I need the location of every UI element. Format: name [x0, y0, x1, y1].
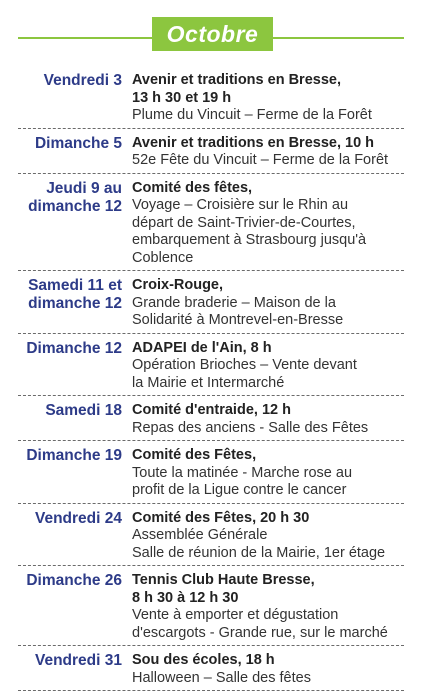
event-date-line: dimanche 12	[28, 295, 122, 312]
event-details	[132, 180, 404, 268]
event-organizer: Avenir et traditions en Bresse,	[132, 72, 341, 88]
event-row	[18, 396, 404, 441]
event-description: départ de Saint-Trivier-de-Courtes,	[132, 214, 356, 231]
event-organizer: Croix-Rouge,	[132, 277, 224, 293]
event-row	[18, 504, 404, 567]
events-list	[18, 66, 404, 691]
event-details	[132, 135, 404, 170]
event-date-line: Dimanche 19	[26, 447, 122, 464]
event-organizer: ADAPEI de l'Ain, 8 h	[132, 339, 272, 356]
event-date-line: Vendredi 31	[34, 652, 122, 669]
event-date	[18, 340, 132, 393]
month-title: Octobre	[152, 17, 273, 51]
event-description: Toute la matinée - Marche rose au	[132, 464, 353, 481]
event-date-line: Samedi 11 et	[28, 277, 122, 294]
event-organizer: Comité d'entraide, 12 h	[132, 402, 291, 418]
event-date	[18, 277, 132, 330]
event-details	[132, 510, 404, 563]
event-description: profit de la Ligue contre le cancer	[132, 482, 347, 498]
event-organizer: Sou des écoles, 18 h	[132, 652, 275, 668]
event-details	[132, 277, 404, 330]
event-description: d'escargots - Grande rue, sur le marché	[132, 624, 388, 641]
event-date-line: Dimanche 5	[34, 134, 122, 152]
event-description: Vente à emporter et dégustation	[132, 607, 339, 623]
event-row	[18, 566, 404, 646]
event-date	[18, 510, 132, 563]
event-date	[18, 402, 132, 437]
event-description: Halloween – Salle des fêtes	[132, 669, 311, 686]
event-description: Voyage – Croisière sur le Rhin au	[132, 197, 349, 213]
event-organizer: Comité des Fêtes, 20 h 30	[132, 509, 310, 526]
event-details	[132, 340, 404, 393]
event-description: Grande braderie – Maison de la	[132, 294, 336, 311]
event-row	[18, 441, 404, 504]
event-date	[18, 652, 132, 687]
event-row	[18, 271, 404, 334]
event-date	[18, 72, 132, 125]
event-organizer: Comité des fêtes,	[132, 179, 253, 196]
event-description: embarquement à Strasbourg jusqu'à	[132, 232, 367, 248]
event-details	[132, 447, 404, 500]
event-organizer: Comité des Fêtes,	[132, 447, 257, 463]
event-description: Opération Brioches – Vente devant	[132, 357, 357, 373]
event-date	[18, 135, 132, 170]
event-date-line: Jeudi 9 au	[46, 179, 122, 197]
event-date-line: Vendredi 24	[34, 509, 122, 527]
event-description: Plume du Vincuit – Ferme de la Forêt	[132, 107, 372, 123]
event-details	[132, 402, 404, 437]
event-description: Salle de réunion de la Mairie, 1er étage	[132, 544, 386, 561]
event-description: Assemblée Générale	[132, 527, 268, 543]
event-date-line: Vendredi 3	[43, 72, 122, 89]
event-date-line: dimanche 12	[28, 197, 122, 215]
event-description: Coblence	[132, 249, 194, 266]
event-organizer: Tennis Club Haute Bresse,	[132, 572, 315, 588]
event-organizer: Avenir et traditions en Bresse, 10 h	[132, 134, 375, 151]
event-date-line: Dimanche 26	[26, 572, 122, 589]
event-details	[132, 72, 404, 125]
event-row	[18, 66, 404, 129]
event-details	[132, 652, 404, 687]
event-row	[18, 646, 404, 691]
event-details	[132, 572, 404, 642]
event-date	[18, 180, 132, 268]
event-date-line: Dimanche 12	[26, 339, 122, 357]
event-description: 52e Fête du Vincuit – Ferme de la Forêt	[132, 152, 389, 168]
event-date-line: Samedi 18	[45, 402, 122, 419]
event-row	[18, 129, 404, 174]
event-row	[18, 334, 404, 397]
event-organizer: 8 h 30 à 12 h 30	[132, 589, 239, 606]
month-header	[0, 0, 422, 62]
event-date	[18, 572, 132, 642]
event-date	[18, 447, 132, 500]
event-description: la Mairie et Intermarché	[132, 374, 285, 391]
event-description: Repas des anciens - Salle des Fêtes	[132, 419, 369, 436]
event-description: Solidarité à Montrevel-en-Bresse	[132, 312, 344, 328]
event-organizer: 13 h 30 et 19 h	[132, 89, 232, 106]
event-row	[18, 174, 404, 272]
